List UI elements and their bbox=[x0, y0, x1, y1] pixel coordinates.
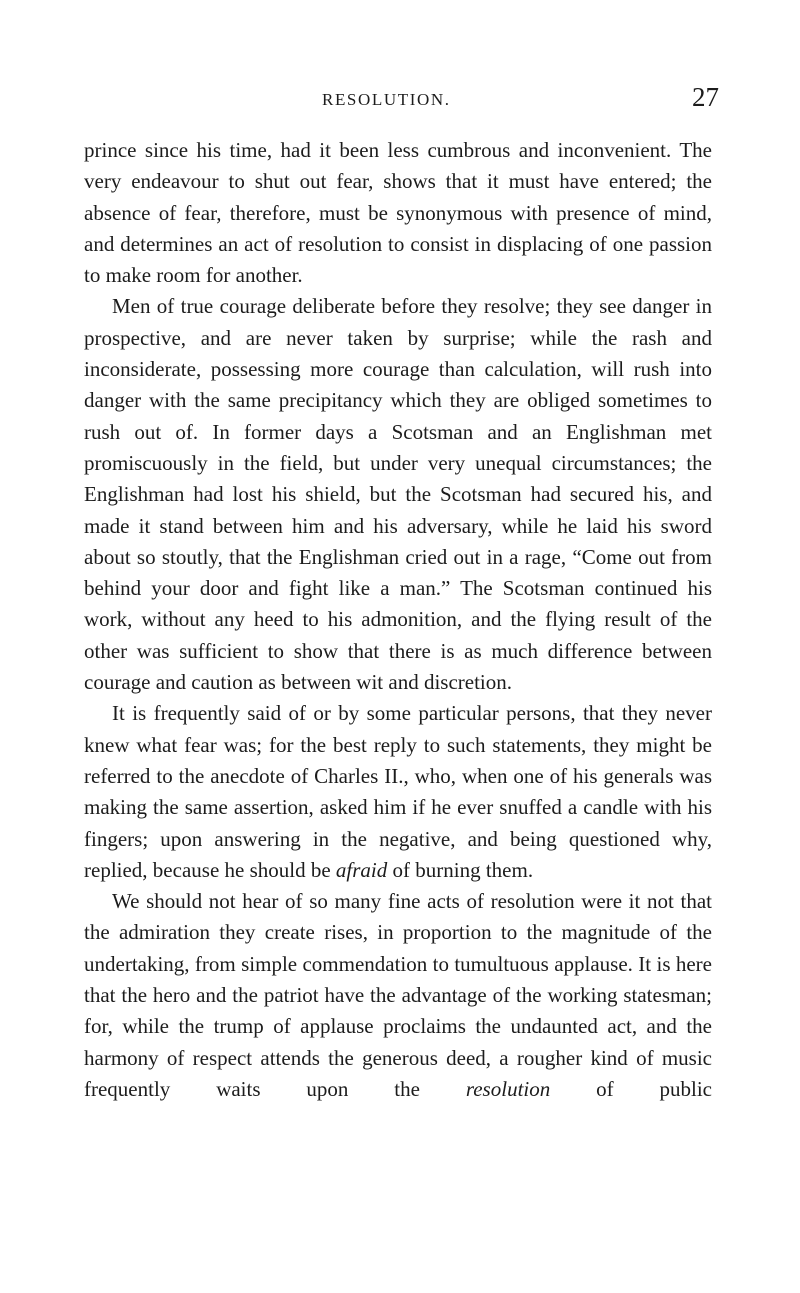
paragraph-4-text-start: We should not hear of so many fine acts of resolution were it not that the admiration they create rises, in proportion to the magnitude of the undertaking, from simple commendation to tumultuous applause. It is here that the hero and the patriot have the advantage of the working statesman; for, while the trump of applause proclaims the undaunted act, and the harmony of respect attends the generous deed, a rougher kind of music frequently waits upon the bbox=[84, 889, 712, 1101]
paragraph-4 bbox=[84, 886, 712, 1105]
paragraph-4-emphasis: resolution bbox=[465, 1076, 551, 1101]
paragraph-3-text-start: It is frequently said of or by some particular persons, that they never knew what fear was; for the best reply to such statements, they might be referred to the anecdote of Charles II., who, when one of his generals was making the same assertion, asked him if he ever snuffed a candle with his fingers; upon answering in the negative, and being questioned why, replied, because he should be bbox=[84, 701, 712, 882]
page-number: 27 bbox=[692, 82, 719, 112]
paragraph-1 bbox=[84, 135, 712, 291]
paragraph-1-text: prince since his time, had it been less cumbrous and inconvenient. The very endeavour to shut out fear, shows that it must have entered; the absence of fear, therefore, must be synonymous with presence of mind, and determines an act of resolution to consist in displacing of one passion to make room for another. bbox=[84, 138, 712, 288]
paragraph-3-emphasis: afraid bbox=[335, 857, 388, 882]
running-title: RESOLUTION. bbox=[322, 90, 451, 109]
body-text bbox=[84, 135, 712, 1105]
running-head bbox=[0, 82, 800, 120]
paragraph-2 bbox=[84, 291, 712, 698]
paragraph-2-text: Men of true courage deliberate before they resolve; they see danger in prospective, and are never taken by surprise; while the rash and inconsiderate, possessing more courage than calculation, will rush into danger with the same precipitancy which they are obliged sometimes to rush out of. In former days a Scotsman and an Englishman met promiscuously in the field, but under very unequal circumstances; the Englishman had lost his shield, but the Scotsman had secured his, and made it stand between him and his adversary, while he laid his sword about so stoutly, that the Englishman cried out in a rage, “Come out from behind your door and fight like a man.” The Scotsman continued his work, without any heed to his admonition, and the flying result of the other was sufficient to show that there is as much difference between courage and caution as between wit and discretion. bbox=[84, 294, 712, 695]
paragraph-3-text-end: of burning them. bbox=[387, 857, 534, 882]
paragraph-3 bbox=[84, 698, 712, 886]
paragraph-4-text-end: of public bbox=[550, 1076, 712, 1101]
